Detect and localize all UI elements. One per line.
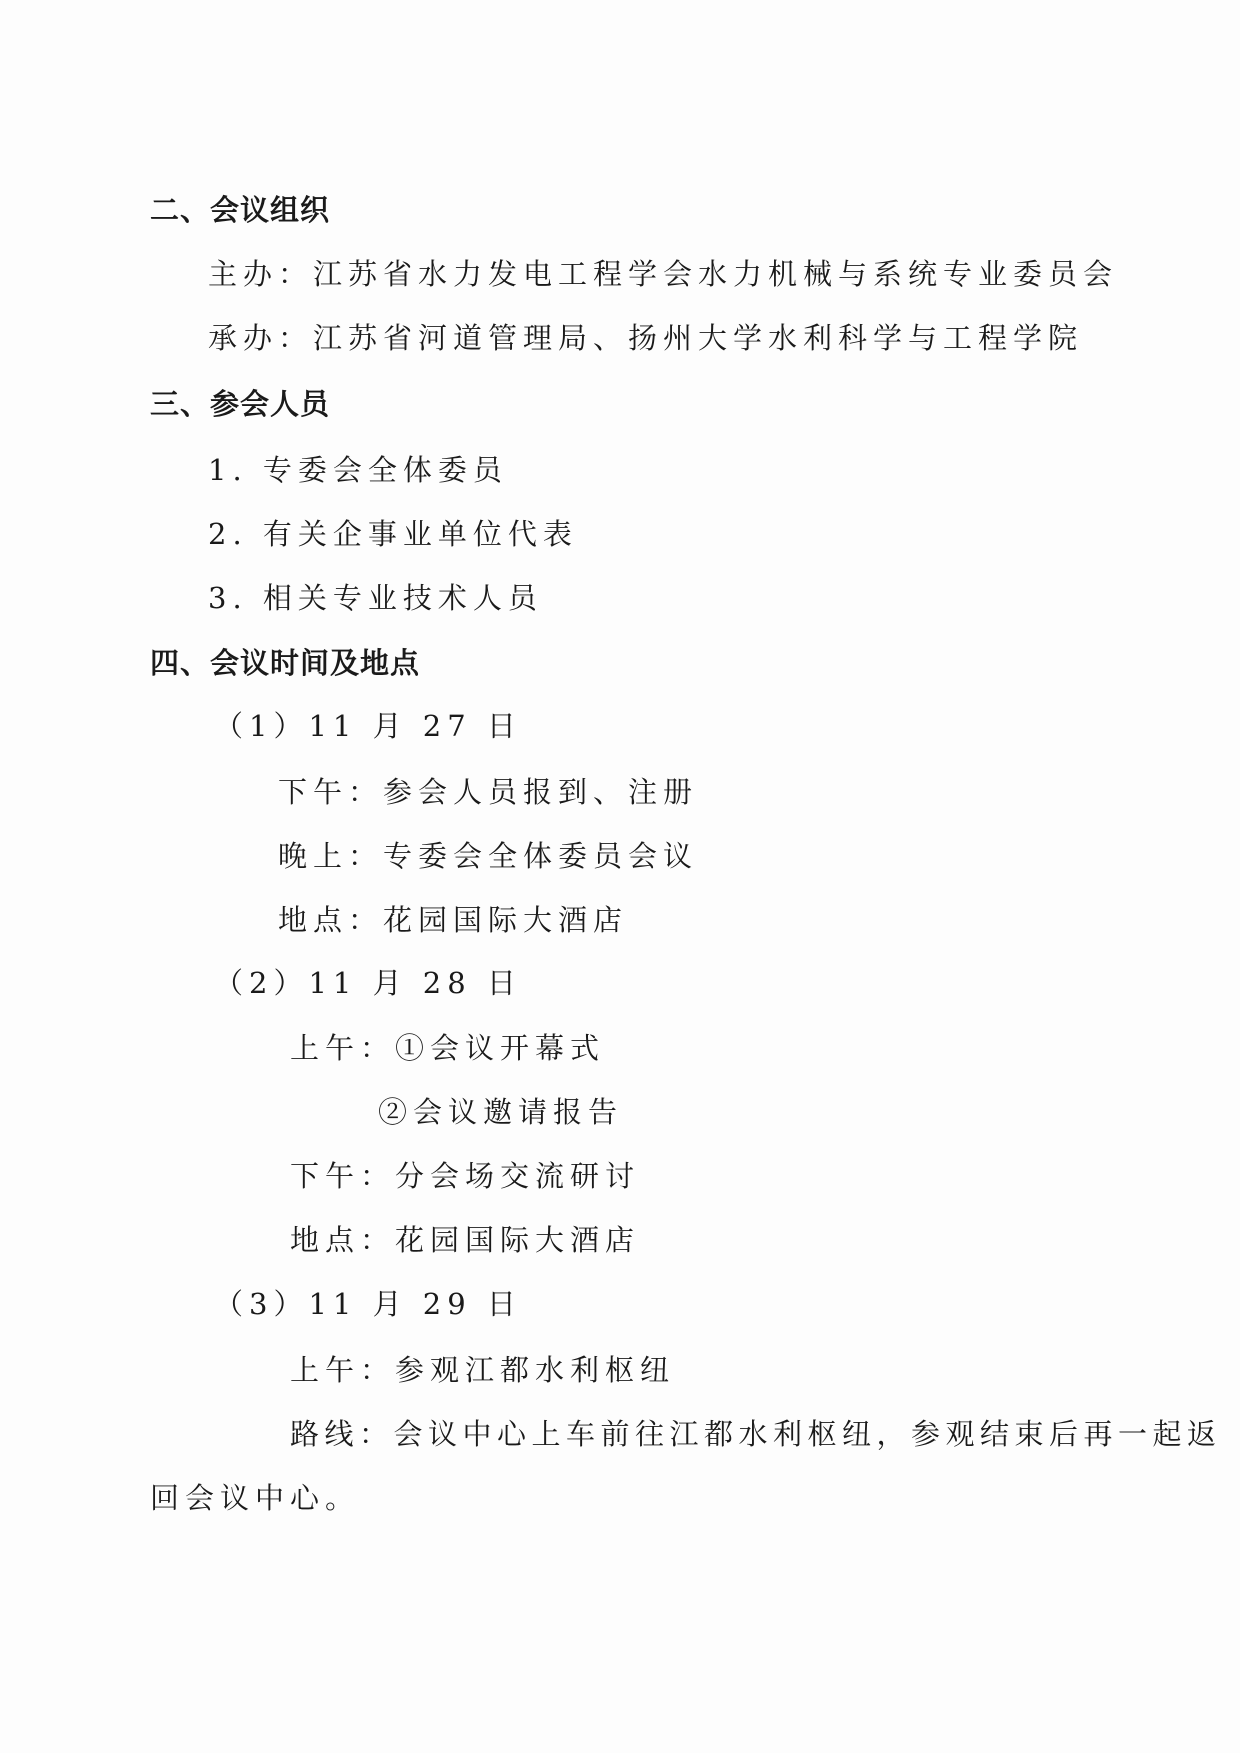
day2-date: （2）11 月 28 日 <box>214 966 522 1000</box>
day3-morning: 上午：参观江都水利枢纽 <box>290 1353 676 1387</box>
host-line: 主办：江苏省水力发电工程学会水力机械与系统专业委员会 <box>208 257 1119 291</box>
day3-route-line1: 路线：会议中心上车前往江都水利枢纽，参观结束后再一起返 <box>290 1417 1222 1451</box>
section-heading-schedule: 四、会议时间及地点 <box>150 646 421 680</box>
organizer-line: 承办：江苏省河道管理局、扬州大学水利科学与工程学院 <box>208 321 1084 355</box>
section-heading-organization: 二、会议组织 <box>150 193 331 227</box>
attendee-item-3: 3. 相关专业技术人员 <box>208 581 543 615</box>
attendee-item-1: 1. 专委会全体委员 <box>208 453 508 487</box>
day1-location: 地点：花园国际大酒店 <box>278 903 629 937</box>
day2-morning-1: 上午：①会议开幕式 <box>290 1031 606 1065</box>
day1-evening: 晚上：专委会全体委员会议 <box>278 839 699 873</box>
attendee-item-2: 2. 有关企事业单位代表 <box>208 517 578 551</box>
day3-route-line2: 回会议中心。 <box>150 1481 361 1515</box>
day2-morning-2: ②会议邀请报告 <box>378 1095 624 1129</box>
day3-date: （3）11 月 29 日 <box>214 1287 522 1321</box>
section-heading-attendees: 三、参会人员 <box>150 387 331 421</box>
day2-afternoon: 下午：分会场交流研讨 <box>290 1159 641 1193</box>
day1-date: （1）11 月 27 日 <box>214 709 522 743</box>
day2-location: 地点：花园国际大酒店 <box>290 1223 641 1257</box>
day1-afternoon: 下午：参会人员报到、注册 <box>278 775 699 809</box>
